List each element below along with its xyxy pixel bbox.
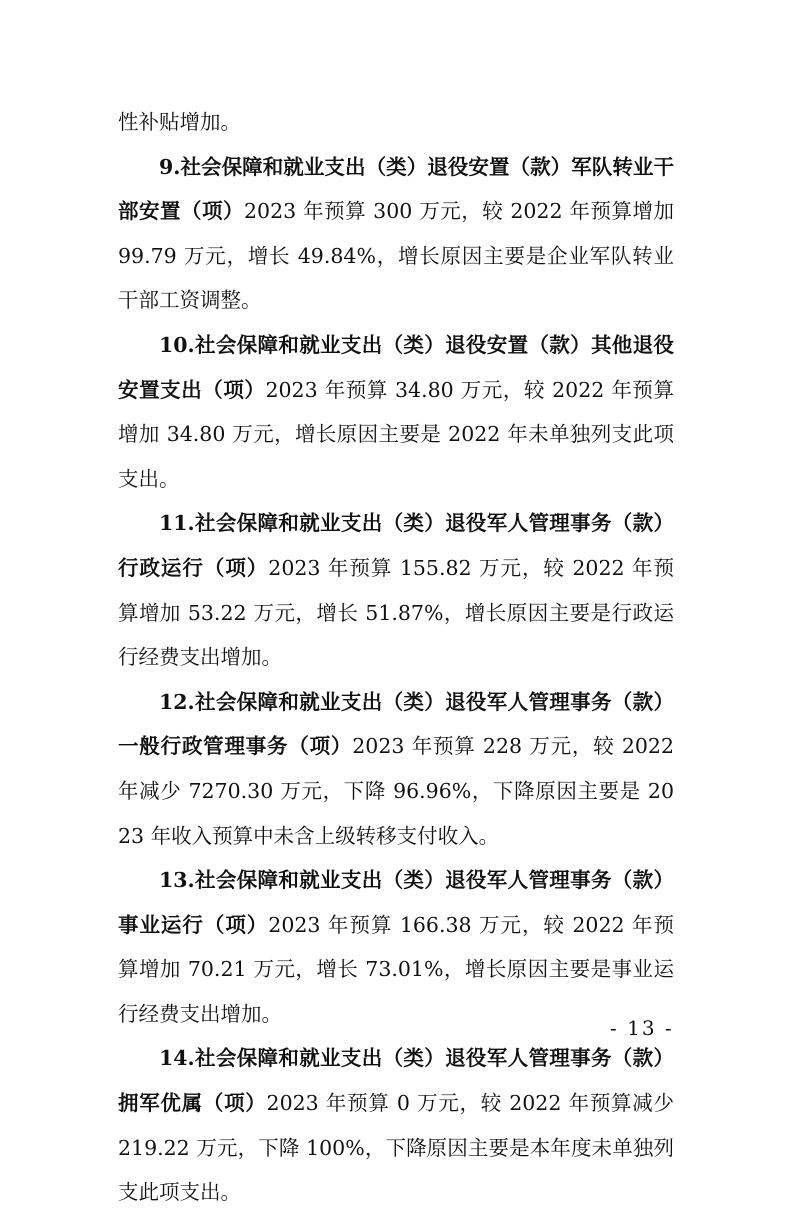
paragraph-text: 性补贴增加。 <box>118 110 241 134</box>
item-heading: 12.社会保障和就业支出（类）退役军人管理事务（款）一般行政管理事务（项） <box>118 689 674 759</box>
paragraph-item-9 <box>118 145 674 323</box>
item-heading: 14.社会保障和就业支出（类）退役军人管理事务（款）拥军优属（项） <box>118 1046 674 1116</box>
paragraph-item-14 <box>118 1036 674 1214</box>
item-heading: 10.社会保障和就业支出（类）退役安置（款）其他退役安置支出（项） <box>118 332 674 402</box>
item-text: 2023 年预算 166.38 万元，较 2022 年预算增加 70.21 万元，增长 73.01%，增长原因主要是事业运行经费支出增加。 <box>118 912 675 1026</box>
document-body <box>118 100 674 1215</box>
paragraph-continuation <box>118 100 674 145</box>
item-text: 2023 年预算 155.82 万元，较 2022 年预算增加 53.22 万元，增长 51.87%，增长原因主要是行政运行经费支出增加。 <box>118 555 675 670</box>
item-heading: 11.社会保障和就业支出（类）退役军人管理事务（款）行政运行（项） <box>118 511 674 580</box>
item-text: 2023 年预算 228 万元，较 2022 年减少 7270.30 万元，下降 96.96%，下降原因主要是 2023 年收入预算中未含上级转移支付收入。 <box>118 734 674 848</box>
paragraph-item-10 <box>118 323 674 501</box>
item-heading: 13.社会保障和就业支出（类）退役军人管理事务（款）事业运行（项） <box>118 868 674 937</box>
paragraph-item-12 <box>118 680 674 858</box>
page-number: - 13 - <box>610 1016 674 1040</box>
paragraph-item-11 <box>118 501 674 679</box>
item-text: 2023 年预算 0 万元，较 2022 年预算减少 219.22 万元，下降 100%，下降原因主要是本年度未单独列支此项支出。 <box>118 1091 674 1205</box>
item-text: 2023 年预算 300 万元，较 2022 年预算增加 99.79 万元，增长 49.84%，增长原因主要是企业军队转业干部工资调整。 <box>118 199 674 313</box>
item-text: 2023 年预算 34.80 万元，较 2022 年预算增加 34.80 万元，增长原因主要是 2022 年未单独列支此项支出。 <box>118 377 674 491</box>
paragraph-item-13 <box>118 858 674 1036</box>
item-heading: 9.社会保障和就业支出（类）退役安置（款）军队转业干部安置（项） <box>118 154 674 224</box>
